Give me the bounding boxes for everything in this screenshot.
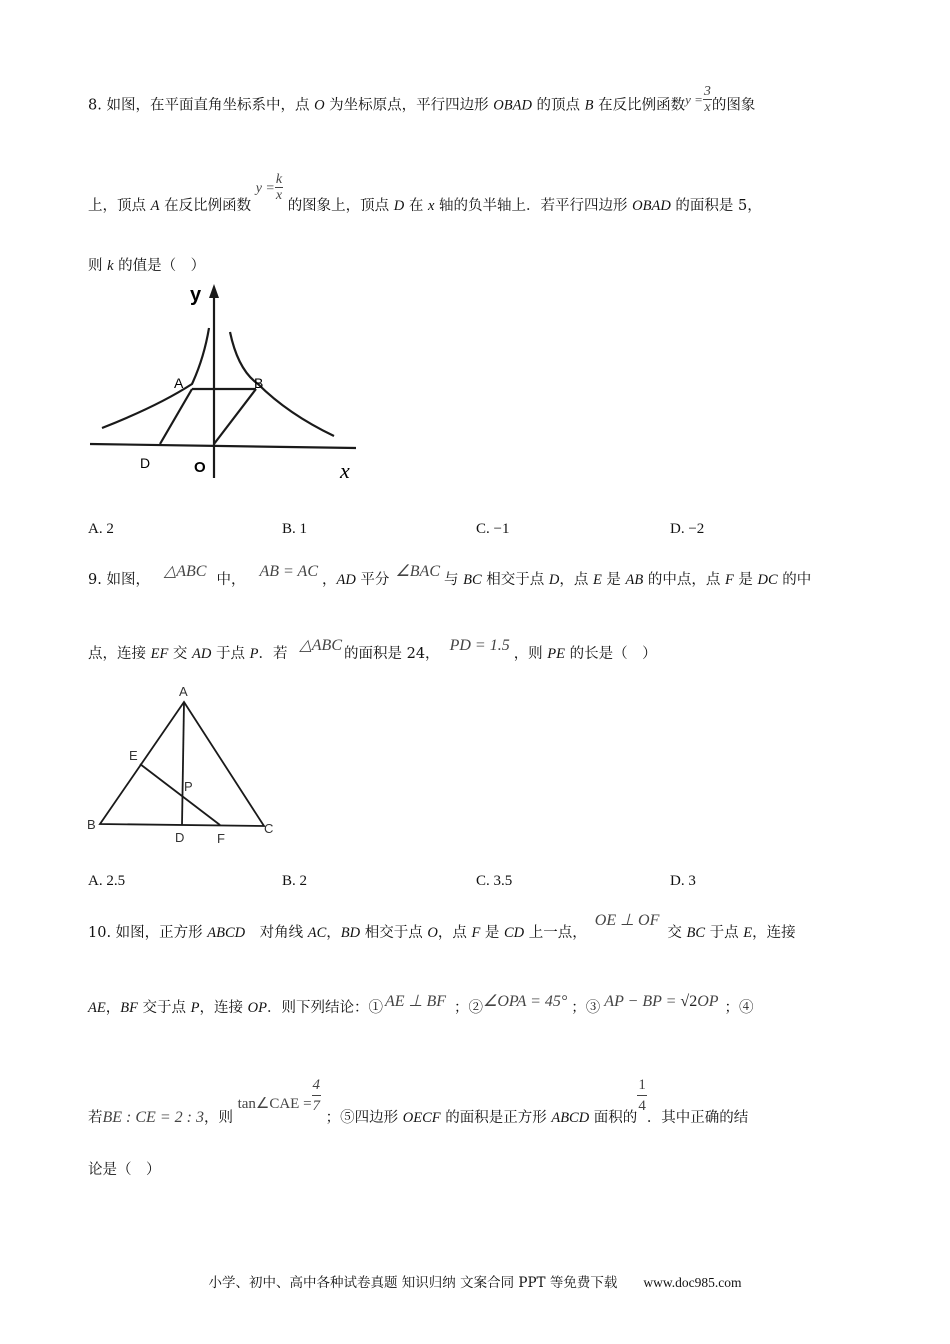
text: 于点: [705, 925, 744, 941]
var-x: x: [428, 197, 435, 214]
text: ，: [326, 925, 341, 941]
text: 平分: [355, 572, 390, 588]
var-OECF: OECF: [402, 1109, 441, 1126]
text: 论是（ ）: [88, 1162, 161, 1178]
text: ，则: [203, 1109, 233, 1126]
q8-line-2: [88, 162, 762, 214]
var-OBAD: OBAD: [632, 197, 671, 214]
text: 的中点，点: [643, 572, 725, 588]
var-F: F: [724, 572, 734, 588]
text: 交: [168, 646, 193, 662]
text: 上，顶点: [88, 197, 151, 214]
q9-line-2: [88, 637, 657, 663]
q8-option-c[interactable]: C. −1: [476, 521, 510, 537]
q9-option-d[interactable]: D. 3: [670, 873, 696, 889]
math-angle-bac: ∠BAC: [395, 563, 440, 580]
text: 则: [88, 258, 108, 274]
text: 中，: [216, 572, 246, 588]
math-conclusion-2: ∠OPA = 45°: [483, 993, 568, 1010]
q9-option-a[interactable]: A. 2.5: [88, 873, 126, 889]
fraction-3-over-x: [703, 84, 712, 115]
var-AC: AC: [307, 925, 327, 941]
denominator: x: [275, 188, 283, 203]
text: 与: [444, 572, 464, 588]
var-D: D: [393, 197, 405, 214]
text: ；⑤四边形: [325, 1109, 403, 1126]
var-ABCD: ABCD: [207, 925, 246, 941]
fraction-1-over-4: [637, 1075, 647, 1116]
label-O: O: [194, 459, 206, 476]
q8-option-b[interactable]: B. 1: [282, 521, 308, 537]
denominator: 4: [638, 1098, 646, 1114]
math-tan-cae: tan∠CAE =: [237, 1095, 312, 1112]
label-A: A: [174, 375, 184, 391]
q9-option-b[interactable]: B. 2: [282, 873, 308, 889]
text: 的顶点: [531, 97, 585, 114]
text: 的面积是 24，: [344, 646, 440, 662]
text: 10. 如图，正方形: [88, 925, 208, 941]
math-pd-eq-1-5: PD = 1.5: [449, 637, 510, 654]
math-conclusion-1: AE ⊥ BF: [384, 993, 446, 1010]
y-axis-arrow: [209, 284, 219, 298]
text: 的图象: [711, 97, 756, 114]
q8-line-3: [88, 254, 205, 275]
curve-left: [102, 328, 209, 428]
text: 的面积是 5，: [670, 197, 762, 214]
text: 于点: [211, 646, 250, 662]
text: 的图象上，顶点: [287, 197, 394, 214]
q10-line-3: [88, 1075, 749, 1126]
text: 的面积是正方形: [440, 1109, 552, 1126]
var-CD: CD: [504, 925, 525, 941]
numerator: k: [275, 172, 283, 187]
var-AD: AD: [336, 572, 356, 588]
var-A: A: [150, 197, 160, 214]
var-OP: OP: [247, 1000, 267, 1016]
text: ，: [321, 572, 337, 588]
formula-lhs: y =: [685, 91, 703, 107]
label-y: y: [190, 284, 202, 306]
var-PE: PE: [547, 646, 566, 662]
denominator: x: [704, 100, 711, 115]
x-axis: [90, 444, 356, 448]
sqrt-2: √2: [680, 993, 698, 1010]
q8-line-1: [88, 84, 756, 121]
text: 9. 如图，: [88, 572, 150, 588]
var-AE: AE: [88, 1000, 106, 1016]
text: 的值是（ ）: [113, 258, 206, 274]
curve-right: [230, 332, 334, 436]
side-BO: [214, 389, 256, 444]
text: 在: [404, 197, 428, 214]
var-P: P: [249, 646, 259, 662]
text: 相交于点: [481, 572, 549, 588]
fraction-4-over-7: [312, 1075, 322, 1116]
var-BC: BC: [463, 572, 482, 588]
text: ，则: [513, 646, 548, 662]
side-AD: [160, 389, 192, 444]
text: 在反比例函数: [159, 197, 252, 214]
text: 面积的: [589, 1109, 638, 1126]
label-A: A: [179, 684, 188, 699]
text: 上一点，: [524, 925, 587, 941]
q8-option-a[interactable]: A. 2: [88, 521, 114, 537]
q8-option-d[interactable]: D. −2: [670, 521, 705, 537]
var-k: k: [107, 258, 114, 274]
var-B: B: [584, 97, 594, 114]
text: 是: [601, 572, 626, 588]
var-D: D: [548, 572, 560, 588]
text: OP: [697, 993, 719, 1010]
q8-figure: [88, 278, 368, 490]
q10-line-4: [88, 1158, 161, 1179]
text: ．其中正确的结: [646, 1109, 749, 1126]
page-footer: [0, 1271, 950, 1291]
text: 是: [480, 925, 505, 941]
q9-line-1: [88, 563, 812, 589]
text: 点，连接: [88, 646, 151, 662]
text: AP − BP =: [604, 993, 681, 1010]
label-E: E: [129, 748, 138, 763]
var-BF: BF: [120, 1000, 138, 1016]
q10-line-2: [88, 993, 754, 1017]
text: 对角线: [245, 925, 308, 941]
math-oe-perp-of: OE ⊥ OF: [594, 912, 660, 929]
var-BC: BC: [686, 925, 706, 941]
text: ，点: [559, 572, 593, 588]
var-P: P: [190, 1000, 200, 1016]
var-F: F: [471, 925, 481, 941]
text: 交: [667, 925, 687, 941]
math-ab-eq-ac: AB = AC: [259, 563, 318, 580]
text: ，点: [437, 925, 472, 941]
q9-figure: [84, 680, 284, 850]
fraction-k-over-x: [275, 172, 283, 203]
text: ，连接: [199, 1000, 248, 1016]
text: ．若: [258, 646, 288, 662]
segment-AD: [182, 702, 184, 825]
var-OBAD: OBAD: [493, 97, 532, 114]
text: 的长是（ ）: [565, 646, 657, 662]
label-B: B: [87, 817, 96, 832]
text: ；②: [454, 1000, 483, 1016]
text: 8. 如图，在平面直角坐标系中，点: [88, 97, 315, 114]
label-x: x: [340, 458, 350, 483]
text: ．则下列结论：①: [266, 1000, 383, 1016]
math-conclusion-3: [604, 993, 718, 1010]
footer-text: 小学、初中、高中各种试卷真题 知识归纳 文案合同 PPT 等免费下载: [208, 1275, 618, 1291]
numerator: 4: [312, 1075, 322, 1096]
label-P: P: [184, 779, 193, 794]
label-F: F: [217, 831, 225, 846]
var-BD: BD: [340, 925, 361, 941]
denominator: 7: [312, 1098, 321, 1114]
text: 为坐标原点，平行四边形: [324, 97, 494, 114]
math-triangle-abc: △ABC: [163, 563, 207, 580]
text: 是: [733, 572, 758, 588]
var-E: E: [743, 925, 753, 941]
text: 在反比例函数: [593, 97, 686, 114]
text: 交于点: [137, 1000, 191, 1016]
q9-option-c[interactable]: C. 3.5: [476, 873, 513, 889]
var-E: E: [592, 572, 602, 588]
footer-link[interactable]: www.doc985.com: [643, 1275, 742, 1290]
var-ABCD: ABCD: [551, 1109, 590, 1126]
math-triangle-abc: △ABC: [299, 637, 342, 654]
var-O: O: [314, 97, 325, 114]
text: ；④: [724, 1000, 754, 1016]
text: 轴的负半轴上．若平行四边形: [434, 197, 633, 214]
math-ratio-be-ce: BE : CE = 2 : 3: [102, 1108, 204, 1126]
text: 相交于点: [360, 925, 428, 941]
var-DC: DC: [757, 572, 778, 588]
text: ，: [105, 1000, 121, 1016]
numerator: 3: [703, 84, 711, 99]
var-O: O: [427, 925, 438, 941]
label-B: B: [254, 375, 264, 391]
text: ，连接: [752, 925, 796, 941]
text: ；③: [571, 1000, 601, 1016]
var-AB: AB: [625, 572, 644, 588]
label-C: C: [264, 821, 274, 836]
formula-lhs: y =: [255, 180, 275, 196]
var-EF: EF: [150, 646, 169, 662]
label-D: D: [175, 830, 185, 845]
text: 若: [88, 1109, 103, 1126]
label-D: D: [140, 455, 151, 471]
segment-EF: [140, 764, 220, 825]
var-AD: AD: [192, 646, 212, 662]
text: 的中: [777, 572, 812, 588]
numerator: 1: [637, 1075, 647, 1096]
q10-line-1: [88, 912, 796, 942]
